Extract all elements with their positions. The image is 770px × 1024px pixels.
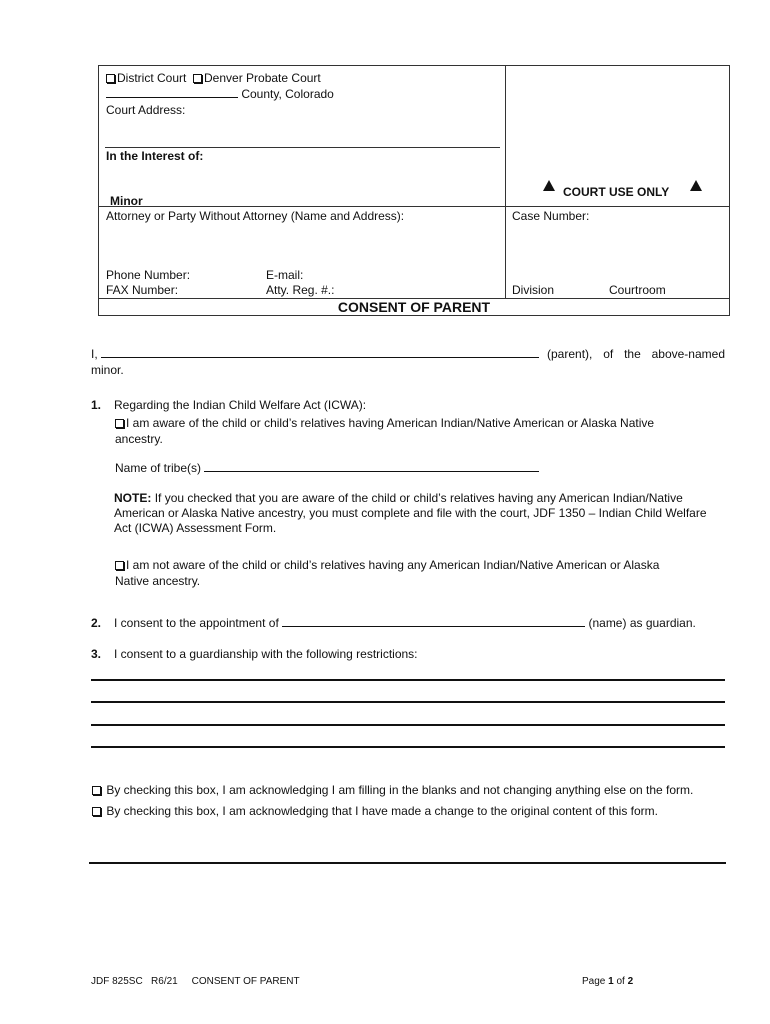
courtroom-label: Courtroom bbox=[609, 283, 666, 297]
ack-no-change-checkbox[interactable] bbox=[92, 786, 101, 795]
item3-number: 3. bbox=[91, 647, 102, 661]
fax-label: FAX Number: bbox=[106, 283, 179, 297]
tribe-label: Name of tribe(s) bbox=[115, 461, 202, 475]
restriction-line-2[interactable] bbox=[91, 701, 725, 703]
icwa-aware-label: I am aware of the child or child’s relatives having American Indian/Native American or Alaska Native bbox=[126, 416, 655, 430]
footer-form-name: CONSENT OF PARENT bbox=[191, 976, 300, 987]
tribe-line bbox=[115, 460, 539, 476]
item1-number: 1. bbox=[91, 398, 102, 412]
icwa-not-aware-label: I am not aware of the child or child’s relatives having any American Indian/Native American or Alaska bbox=[126, 558, 660, 572]
district-court-label: District Court bbox=[117, 71, 187, 85]
note-text-2: American or Alaska Native ancestry, you must complete and file with the court, JDF 1350 – Indian Child Welfare bbox=[114, 506, 707, 520]
intro-prefix: I, bbox=[91, 347, 98, 361]
court-options bbox=[106, 70, 321, 86]
ack-changed-label: By checking this box, I am acknowledging that I have made a change to the original content of this form. bbox=[106, 804, 658, 818]
item2-line bbox=[114, 615, 696, 631]
icwa-aware-checkbox[interactable] bbox=[115, 419, 124, 428]
restriction-line-4[interactable] bbox=[91, 746, 725, 748]
triangle-left-icon bbox=[543, 178, 555, 196]
ack-changed-checkbox[interactable] bbox=[92, 807, 101, 816]
icwa-aware-option bbox=[115, 415, 654, 431]
tribe-name-field[interactable] bbox=[204, 460, 539, 472]
court-use-only-label: COURT USE ONLY bbox=[563, 185, 670, 199]
restriction-line-1[interactable] bbox=[91, 679, 725, 681]
court-address-label: Court Address: bbox=[106, 103, 186, 117]
item2-number: 2. bbox=[91, 616, 102, 630]
minor-label: Minor bbox=[110, 194, 143, 208]
item2-suffix: (name) as guardian. bbox=[588, 616, 696, 630]
footer-page-number: Page 1 of 2 bbox=[582, 976, 634, 987]
intro-suffix: (parent), of the above-named bbox=[547, 347, 725, 361]
item3-text: I consent to a guardianship with the following restrictions: bbox=[114, 647, 418, 661]
intro-line2: minor. bbox=[91, 363, 124, 377]
intro-line bbox=[91, 346, 539, 362]
phone-label: Phone Number: bbox=[106, 268, 191, 282]
note-label: NOTE: bbox=[114, 491, 152, 505]
signature-area-rule bbox=[89, 862, 726, 864]
division-label: Division bbox=[512, 283, 555, 297]
caption-divider-attorney bbox=[98, 206, 730, 207]
county-suffix: County, Colorado bbox=[241, 87, 334, 101]
icwa-not-aware-checkbox[interactable] bbox=[115, 561, 124, 570]
county-field[interactable] bbox=[106, 86, 238, 98]
atty-reg-label: Atty. Reg. #.: bbox=[266, 283, 335, 297]
interest-of-label: In the Interest of: bbox=[106, 149, 204, 163]
ack-changed bbox=[92, 803, 658, 819]
ack-no-change-label: By checking this box, I am acknowledging I am filling in the blanks and not changing anything else on the form. bbox=[106, 783, 694, 797]
county-line bbox=[106, 86, 334, 102]
district-court-checkbox[interactable] bbox=[106, 74, 115, 83]
guardian-name-field[interactable] bbox=[282, 615, 585, 627]
denver-probate-checkbox[interactable] bbox=[193, 74, 202, 83]
item1-heading: Regarding the Indian Child Welfare Act (ICWA): bbox=[114, 398, 367, 412]
form-title: CONSENT OF PARENT bbox=[337, 299, 491, 315]
icwa-not-aware-option bbox=[115, 557, 659, 573]
footer-left bbox=[91, 975, 300, 988]
icwa-not-aware-label-cont: Native ancestry. bbox=[115, 574, 201, 588]
item2-prefix: I consent to the appointment of bbox=[114, 616, 279, 630]
attorney-label: Attorney or Party Without Attorney (Name and Address): bbox=[106, 209, 405, 223]
icwa-aware-label-cont: ancestry. bbox=[115, 432, 163, 446]
footer-revision: R6/21 bbox=[151, 976, 178, 987]
restriction-line-3[interactable] bbox=[91, 724, 725, 726]
case-number-label: Case Number: bbox=[512, 209, 590, 223]
parent-name-field[interactable] bbox=[101, 346, 539, 358]
triangle-right-icon bbox=[690, 178, 702, 196]
ack-no-change bbox=[92, 782, 693, 798]
note-text-1: If you checked that you are aware of the child or child’s relatives having any American Indian/Native bbox=[154, 491, 683, 505]
caption-divider-vertical bbox=[505, 65, 506, 298]
denver-probate-label: Denver Probate Court bbox=[204, 71, 321, 85]
note-line1 bbox=[114, 490, 683, 506]
email-label: E-mail: bbox=[266, 268, 304, 282]
note-text-3: Act (ICWA) Assessment Form. bbox=[114, 521, 277, 535]
footer-form-id: JDF 825SC bbox=[91, 976, 143, 987]
